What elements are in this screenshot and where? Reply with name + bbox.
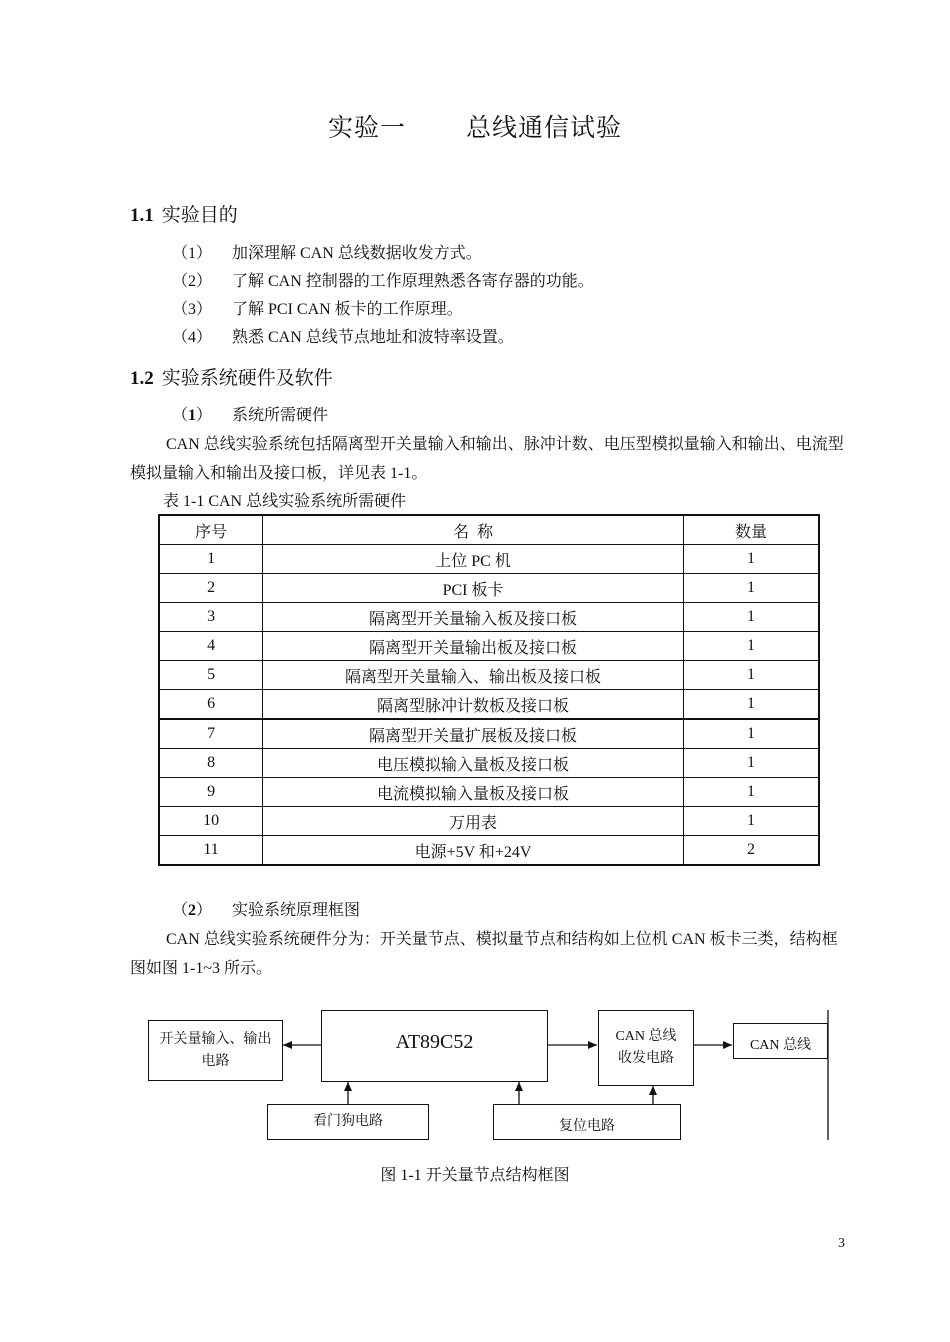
objective-item: （3） 了解 PCI CAN 板卡的工作原理。 xyxy=(172,301,463,318)
table-row: 2 PCI 板卡 1 xyxy=(159,574,819,603)
header-index: 序号 xyxy=(159,515,263,545)
table-row: 5 隔离型开关量输入、输出板及接口板 1 xyxy=(159,661,819,690)
table-row: 7 隔离型开关量扩展板及接口板 1 xyxy=(159,719,819,749)
table-row: 6 隔离型脉冲计数板及接口板 1 xyxy=(159,690,819,720)
paragraph-diagram: CAN 总线实验系统硬件分为：开关量节点、模拟量节点和结构如上位机 CAN 板卡三类，结构框图如图 1-1~3 所示。 xyxy=(130,931,838,977)
table-caption: 表 1-1 CAN 总线实验系统所需硬件 xyxy=(163,493,407,510)
can-bus-box: CAN 总线 xyxy=(733,1023,828,1059)
subsection-heading-2: （2） 实验系统原理框图 xyxy=(172,902,361,919)
objective-item: （1） 加深理解 CAN 总线数据收发方式。 xyxy=(172,245,482,262)
header-quantity: 数量 xyxy=(683,515,819,545)
objective-item: （2） 了解 CAN 控制器的工作原理熟悉各寄存器的功能。 xyxy=(172,273,594,290)
table-row: 9 电流模拟输入量板及接口板 1 xyxy=(159,778,819,807)
section-title: 实验系统硬件及软件 xyxy=(161,368,333,389)
section-number: 1.2 xyxy=(130,368,154,389)
page-number: 3 xyxy=(838,1236,845,1251)
table-row: 3 隔离型开关量输入板及接口板 1 xyxy=(159,603,819,632)
figure-caption: 图 1-1 开关量节点结构框图 xyxy=(380,1167,570,1184)
mcu-box: AT89C52 xyxy=(321,1010,548,1082)
title-part2: 总线通信试验 xyxy=(466,115,623,142)
subsection-heading-1: （1） 系统所需硬件 xyxy=(172,407,329,424)
section-number: 1.1 xyxy=(130,205,154,226)
table-row: 1 上位 PC 机 1 xyxy=(159,545,819,574)
title-part1: 实验一 xyxy=(327,115,406,142)
objective-item: （4） 熟悉 CAN 总线节点地址和波特率设置。 xyxy=(172,329,514,346)
header-name: 名 称 xyxy=(263,515,684,545)
reset-box: 复位电路 xyxy=(493,1104,681,1140)
table-row: 11 电源+5V 和+24V 2 xyxy=(159,836,819,866)
table-row: 8 电压模拟输入量板及接口板 1 xyxy=(159,749,819,778)
io-circuit-box: 开关量输入、输出电路 xyxy=(148,1020,283,1081)
watchdog-box: 看门狗电路 xyxy=(267,1104,429,1140)
paragraph-hardware: CAN 总线实验系统包括隔离型开关量输入和输出、脉冲计数、电压型模拟量输入和输出、电流型模拟量输入和输出及接口板，详见表 1-1。 xyxy=(130,436,844,482)
section-title: 实验目的 xyxy=(161,205,238,226)
table-row: 10 万用表 1 xyxy=(159,807,819,836)
transceiver-box: CAN 总线收发电路 xyxy=(598,1010,694,1086)
table-row: 4 隔离型开关量输出板及接口板 1 xyxy=(159,632,819,661)
